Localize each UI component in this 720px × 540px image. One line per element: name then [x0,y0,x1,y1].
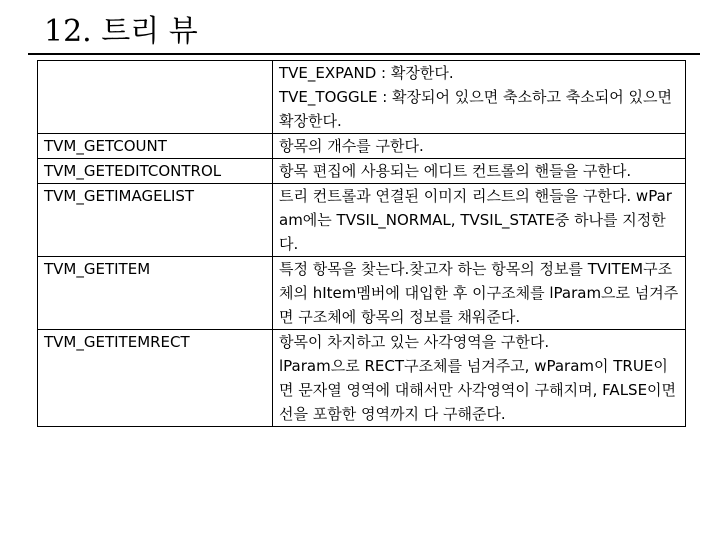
description-line: 항목이 차지하고 있는 사각영역을 구한다. [279,333,550,351]
description-line: TVE_TOGGLE : 확장되어 있으면 축소하고 축소되어 있으면 확장한다. [279,88,672,130]
message-description-cell [273,61,686,134]
table-row [38,61,686,134]
message-description-cell [273,134,686,159]
message-name-cell: TVM_GETEDITCONTROL [38,159,273,184]
description-line: lParam으로 RECT구조체를 넘겨주고, wParam이 TRUE이면 문자열 영역에 대해서만 사각영역이 구해지며, FALSE이면 선을 포함한 영역까지 다 구해준다. [279,357,677,423]
message-name-cell [38,61,273,134]
message-name-cell: TVM_GETCOUNT [38,134,273,159]
message-description-cell [273,159,686,184]
message-name-cell: TVM_GETITEM [38,257,273,330]
description-line: 항목의 개수를 구한다. [279,137,424,155]
message-description-cell [273,257,686,330]
message-name-cell: TVM_GETITEMRECT [38,330,273,427]
table-row [38,134,686,159]
message-name-cell: TVM_GETIMAGELIST [38,184,273,257]
table-row [38,184,686,257]
description-line: TVE_EXPAND : 확장한다. [279,64,454,82]
message-table [37,60,686,427]
description-line: 트리 컨트롤과 연결된 이미지 리스트의 핸들을 구한다. wParam에는 TVSIL_NORMAL, TVSIL_STATE중 하나를 지정한다. [279,187,672,253]
table-row [38,159,686,184]
description-line: 특정 항목을 찾는다.찾고자 하는 항목의 정보를 TVITEM구조체의 hItem멤버에 대입한 후 이구조체를 lParam으로 넘겨주면 구조체에 항목의 정보를 채워준다. [279,260,679,326]
message-description-cell [273,330,686,427]
title-divider [28,53,700,55]
page-title: 12. 트리 뷰 [44,14,198,49]
description-line: 항목 편집에 사용되는 에디트 컨트롤의 핸들을 구한다. [279,162,632,180]
table-row [38,257,686,330]
message-description-cell [273,184,686,257]
table-row [38,330,686,427]
